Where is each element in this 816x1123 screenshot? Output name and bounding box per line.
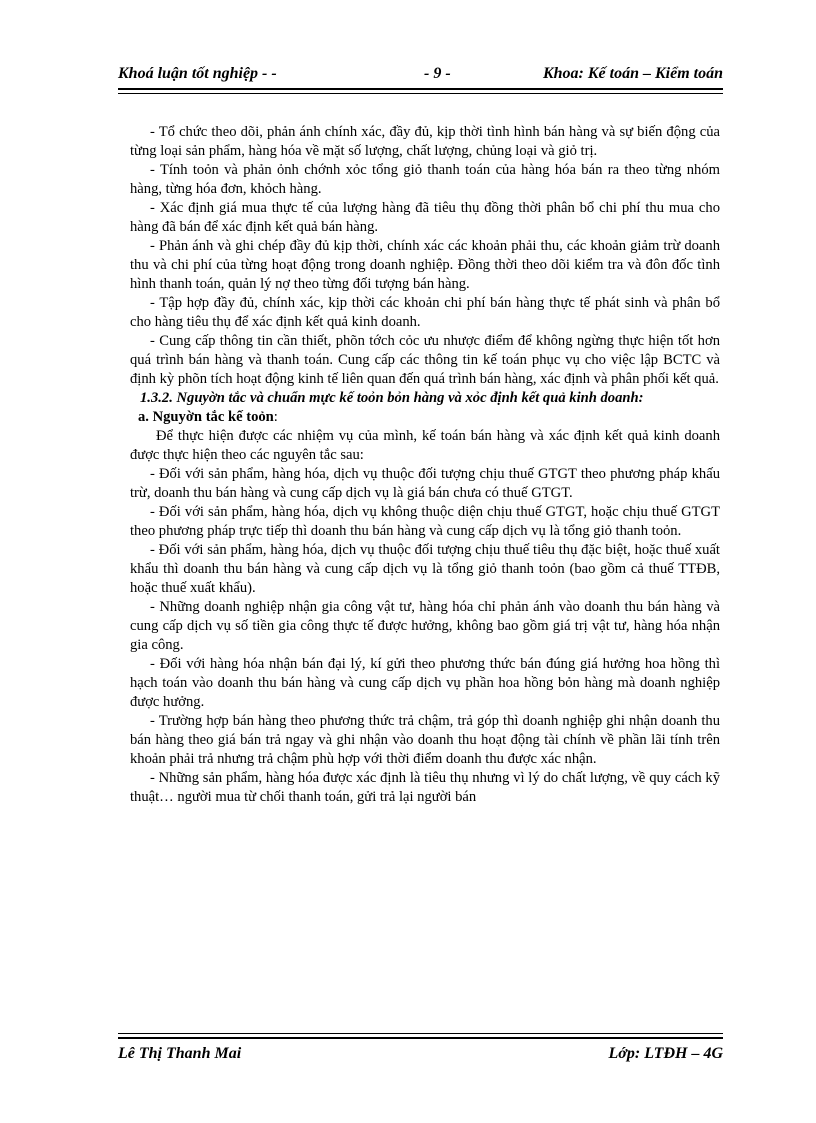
paragraph-task-3: - Xác định giá mua thực tế của lượng hàng đã tiêu thụ đồng thời phân bổ chi phí thu mua cho hàng đã bán để xác định kết quả bán hàng. — [130, 200, 720, 235]
paragraph-principle-5: - Đối với hàng hóa nhận bán đại lý, kí gửi theo phương thức bán đúng giá hưởng hoa hồng thì hạch toán vào doanh thu bán hàng và cung cấp dịch vụ phần hoa hồng bỏn hàng mà doanh nghiệp được hưởng. — [130, 656, 720, 710]
footer-rule-thick — [118, 1037, 723, 1039]
footer-author: Lê Thị Thanh Mai — [118, 1045, 242, 1062]
paragraph-task-1: - Tổ chức theo dõi, phản ánh chính xác, đầy đủ, kịp thời tình hình bán hàng và sự biến động của từng loại sản phẩm, hàng hóa về mặt số lượng, chất lượng, chủng loại và giỏ trị. — [130, 124, 720, 159]
header-department: Khoa: Kế toán – Kiểm toán — [542, 65, 723, 82]
paragraph-principle-1: - Đối với sản phẩm, hàng hóa, dịch vụ thuộc đối tượng chịu thuế GTGT theo phương pháp khấu trừ, doanh thu bán hàng và cung cấp dịch vụ là giá bán chưa có thuế GTGT. — [130, 466, 720, 501]
paragraph-principle-4: - Những doanh nghiệp nhận gia công vật tư, hàng hóa chỉ phản ánh vào doanh thu bán hàng và cung cấp dịch vụ số tiền gia công thực tế được hưởng, không bao gồm giá trị vật tư, hàng hóa nhận gia công. — [130, 599, 720, 653]
paragraph-task-5: - Tập hợp đầy đủ, chính xác, kịp thời các khoản chi phí bán hàng thực tế phát sinh và phân bổ cho hàng tiêu thụ để xác định kết quả kinh doanh. — [130, 295, 720, 330]
paragraph-task-2: - Tính toỏn và phản ỏnh chớnh xỏc tổng giỏ thanh toán của hàng hóa bán ra theo từng nhóm hàng, từng hóa đơn, khỏch hàng. — [130, 162, 720, 197]
subsection-heading — [130, 408, 720, 427]
paragraph-task-6: - Cung cấp thông tin cần thiết, phõn tớch cỏc ưu nhược điểm để không ngừng thực hiện tốt hơn quá trình bán hàng và thanh toán. Cung cấp các thông tin kế toán phục vụ cho việc lập BCTC và định kỳ phõn tích hoạt động kinh tế liên quan đến quá trình bán hàng, xác định và phân phối kết quả. — [130, 333, 720, 387]
header-thesis-title: Khoá luận tốt nghiệp - - — [118, 65, 277, 82]
paragraph-principle-3: - Đối với sản phẩm, hàng hóa, dịch vụ thuộc đối tượng chịu thuế tiêu thụ đặc biệt, hoặc thuế xuất khẩu thì doanh thu bán hàng và cung cấp dịch vụ là tổng giỏ thanh toỏn (bao gồm cả thuế TTĐB, hoặc thuế xuất khẩu). — [130, 542, 720, 596]
subsection-heading-text: a. Nguyờn tắc kế toỏn — [138, 409, 274, 425]
section-heading: 1.3.2. Nguyờn tắc và chuẩn mực kế toỏn bỏn hàng và xỏc định kết quả kinh doanh: — [140, 390, 644, 406]
page-body — [130, 123, 720, 807]
paragraph-intro: Để thực hiện được các nhiệm vụ của mình, kế toán bán hàng và xác định kết quả kinh doanh được thực hiện theo các nguyên tắc sau: — [130, 428, 720, 463]
footer-class: Lớp: LTĐH – 4G — [608, 1045, 723, 1062]
header-rule-thin — [118, 93, 723, 94]
paragraph-principle-7: - Những sản phẩm, hàng hóa được xác định là tiêu thụ nhưng vì lý do chất lượng, về quy cách kỹ thuật… người mua từ chối thanh toán, gửi trả lại người bán — [130, 770, 720, 805]
paragraph-task-4: - Phản ánh và ghi chép đầy đủ kịp thời, chính xác các khoản phải thu, các khoản giảm trừ doanh thu và chi phí của từng hoạt động trong doanh nghiệp. Đồng thời theo dõi kiểm tra và đôn đốc tình hình thanh toán, quản lý nợ theo từng đối tượng bán hàng. — [130, 238, 720, 292]
footer-rule-thin — [118, 1033, 723, 1034]
header-page-number: - 9 - — [424, 65, 451, 82]
page-header — [118, 62, 723, 86]
page-footer — [118, 1042, 723, 1066]
paragraph-principle-2: - Đối với sản phẩm, hàng hóa, dịch vụ không thuộc diện chịu thuế GTGT, hoặc chịu thuế GTGT theo phương pháp trực tiếp thì doanh thu bán hàng và cung cấp dịch vụ là tổng giỏ thanh toỏn. — [130, 504, 720, 539]
subsection-heading-colon: : — [273, 409, 278, 425]
header-rule-thick — [118, 88, 723, 90]
paragraph-principle-6: - Trường hợp bán hàng theo phương thức trả chậm, trả góp thì doanh nghiệp ghi nhận doanh thu bán hàng theo giá bán trả ngay và ghi nhận vào doanh thu hoạt động tài chính về phần lãi tính trên khoản phải trả nhưng trả chậm phù hợp với thời điểm doanh thu được xác nhận. — [130, 713, 720, 767]
